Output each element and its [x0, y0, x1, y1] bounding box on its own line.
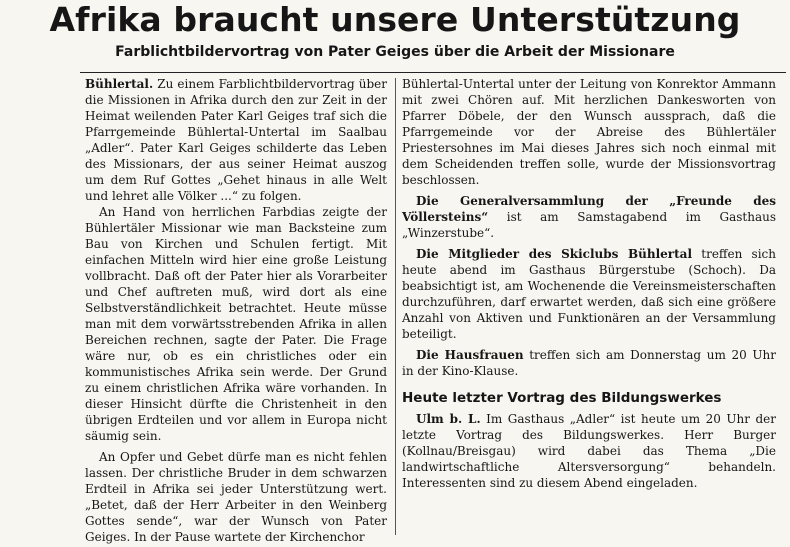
dateline: Bühlertal. [85, 77, 154, 91]
section-heading: Heute letzter Vortrag des Bildungswerkes [402, 390, 722, 406]
right-paragraph-3 [402, 246, 776, 342]
right-paragraph-4-lead: Die Hausfrauen [416, 348, 524, 362]
left-column [85, 76, 387, 545]
right-paragraph-2-text: ist am Samstagabend im Gasthaus „Winzerstube“. [402, 210, 776, 240]
header-rule [80, 72, 786, 73]
right-paragraph-1: Bühlertal-Untertal unter der Leitung von Konrektor Ammann mit zwei Chören auf. Mit herzlichen Dankesworten von Pfarrer Döbele, der den Wunsch aussprach, daß die Pfarrgemeinde vor der Abreise des Bühlertäler Priestersohnes im Mai dieses Jahres sich noch einmal mit dem Scheidenden treffen solle, wurde der Missionsvortrag beschlossen. [402, 77, 776, 187]
section-paragraph-1-text: Im Gasthaus „Adler“ ist heute um 20 Uhr der letzte Vortrag des Bildungswerkes. Herr Burger (Kollnau/Breisgau) wird dabei das Thema „Die landwirtschaftliche Altersversorgung“ behandeln. Interessenten sind zu diesem Abend eingeladen. [402, 412, 776, 490]
right-paragraph-3-lead: Die Mitglieder des Skiclubs Bühlertal [416, 247, 693, 261]
right-paragraph-3-text: treffen sich heute abend im Gasthaus Bürgerstube (Schoch). Da beabsichtigt ist, am Wochenende die Vereinsmeisterschaften durchzuführen, darf erwartet werden, daß sich eine größere Anzahl von Aktiven und Funktionären an der Versammlung beteiligt. [402, 247, 776, 341]
right-paragraph-4 [402, 347, 776, 379]
column-divider [395, 78, 396, 535]
article-headline: Afrika braucht unsere Unterstützung [49, 0, 741, 39]
left-paragraph-1 [85, 76, 387, 204]
right-paragraph-4-text: treffen sich am Donnerstag um 20 Uhr in der Kino-Klause. [402, 348, 777, 378]
section-dateline: Ulm b. L. [416, 412, 481, 426]
right-column [402, 76, 776, 491]
left-paragraph-2: An Hand von herrlichen Farbdias zeigte der Bühlertäler Missionar wie man Backsteine zum Bau von Kirchen und Schulen fertigt. Mit einfachen Mitteln wird hier eine große Leistung vollbracht. Daß oft der Pater hier als Vorarbeiter und Chef auftreten muß, wird dort als eine Selbstverständlichkeit betrachtet. Heute müsse man mit dem vorwärtsstrebenden Afrika in allen Bereichen rechnen, sagte der Pater. Die Frage wäre nur, ob es ein christliches oder ein kommunistisches Afrika sein werde. Der Grund zu einem christlichen Afrika wäre vorhanden. In dieser Hinsicht dürfte die Christenheit in den übrigen Erdteilen und vor allem in Europa nicht säumig sein. [85, 205, 387, 443]
article-subheadline: Farblichtbildervortrag von Pater Geiges über die Arbeit der Missionare [115, 44, 675, 60]
left-paragraph-1-text: Zu einem Farblichtbildervortrag über die Missionen in Afrika durch den zur Zeit in der Heimat weilenden Pater Karl Geiges traf sich die Pfarrgemeinde Bühlertal-Untertal im Saalbau „Adler“. Pater Karl Geiges schilderte das Leben des Missionars, der aus seiner Heimat auszog um dem Ruf Gottes „Gehet hinaus in alle Welt und lehret alle Völker ...“ zu folgen. [85, 77, 387, 203]
section-paragraph-1 [402, 411, 776, 491]
left-paragraph-3: An Opfer und Gebet dürfe man es nicht fehlen lassen. Der christliche Bruder in dem schwarzen Erdteil in Afrika sei jeder Unterstützung wert. „Betet, daß der Herr Arbeiter in den Weinberg Gottes sende“, war der Wunsch von Pater Geiges. In der Pause wartete der Kirchenchor [85, 450, 387, 544]
right-paragraph-2-lead: Die Generalversammlung der „Freunde des Völlersteins“ [402, 194, 776, 224]
right-paragraph-2 [402, 193, 776, 241]
